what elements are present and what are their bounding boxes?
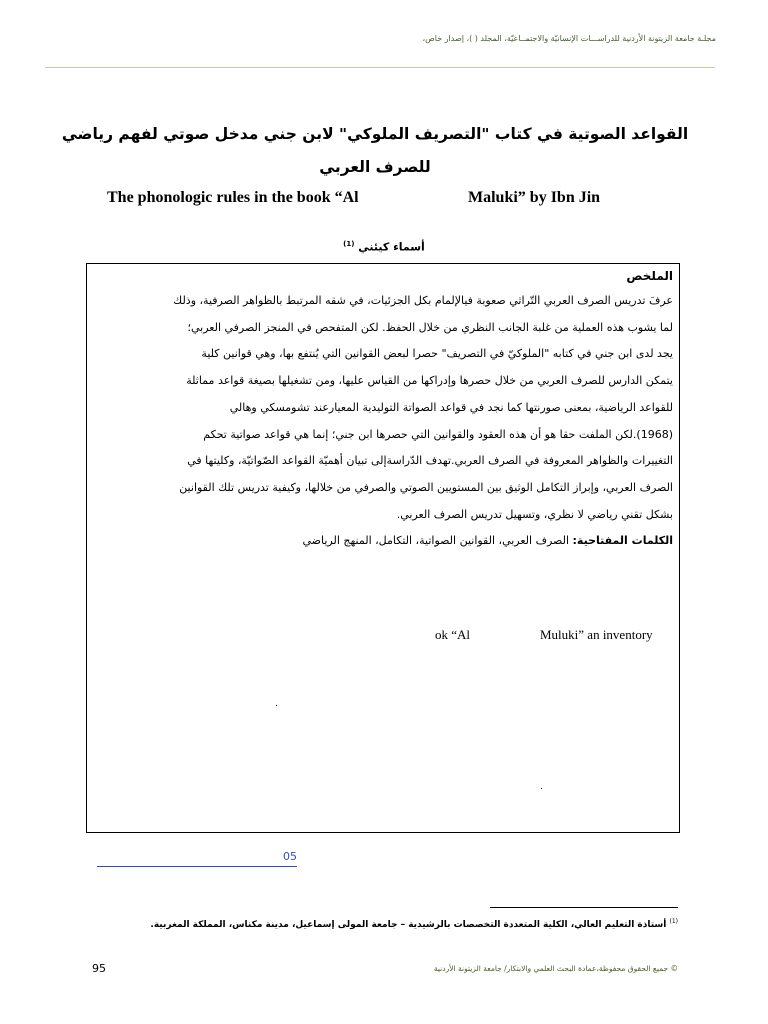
- abstract-line: الصرف العربي، وإبراز التكامل الوثيق بين المستويين الصوتي والصرفي من خلالها، وكيفية تدريس تلك القوانين: [179, 480, 673, 494]
- arabic-title-line-1: القواعد الصوتية في كتاب "التصريف الملوكي" لابن جني مدخل صوتي لفهم رياضي: [61, 125, 689, 143]
- abstract-body: [93, 288, 673, 555]
- keywords-line: [93, 528, 673, 555]
- page-number: 95: [92, 962, 106, 975]
- english-fragment-1: ok “Al: [435, 627, 471, 642]
- abstract-line: عرفَ تدريس الصرف العربي التّراثي صعوبة فيالإلمام بكل الجزئيات، في شقه المرتبط بالظواهر الصرفية، وذلك: [173, 294, 673, 307]
- english-title-part-1: The phonologic rules in the book “Al: [107, 189, 359, 206]
- abstract-line: يجد لدى ابن جني في كتابه "الملوكيّ في التصريف" حصرا لبعض القوانين التي يُنتفع بها، وهي قوانين كلية: [201, 347, 673, 361]
- copyright-footer: © جميع الحقوق محفوظة،عمادة البحث العلمي والابتكار/ جامعة الزيتونة الأردنية: [433, 964, 678, 973]
- footnote-text: أستاذة التعليم العالي، الكلية المتعددة التخصصات بالرشيدية – جامعة المولى إسماعيل، مدينة مكناس، المملكة المغربية.: [150, 920, 667, 930]
- abstract-line: يتمكن الدارس للصرف العربي من خلال حصرها وإدراكها من القياس عليها، ومن تشغيلها بصيغة قواعد مماثلة: [186, 374, 673, 388]
- english-fragment-2: Muluki” an inventory: [540, 627, 653, 642]
- footnote-mark: (1): [669, 918, 678, 925]
- keywords-text: الصرف العربي، القوانين الصواتية، التكامل، المنهج الرياضي: [302, 534, 573, 548]
- author-footnote: [118, 918, 678, 930]
- stray-dot: .: [275, 699, 278, 709]
- date-field-link[interactable]: 05: [97, 850, 297, 867]
- running-header: مجلـة جامعة الزيتونة الأردنية للدراســـات الإنسانيّة والاجتمــاعيّة، المجلد ( )، إصدار خاص،: [422, 34, 716, 43]
- abstract-heading: الملخص: [626, 269, 673, 283]
- english-abstract-fragment: [435, 627, 685, 645]
- header-divider: [45, 67, 715, 68]
- abstract-line: (1968).لكن الملفت حقا هو أن هذه العقود والقوانين التي حصرها ابن جني؛ إنما هي قواعد صواتية تحكم: [203, 427, 673, 441]
- author-name: أسماء كيئني: [358, 240, 425, 254]
- author-footnote-mark: (1): [343, 240, 355, 248]
- abstract-line: لما يشوب هذه العملية من غلبة الجانب النظري من خلال الحفظ. لكن المتفحص في المنجز الصرفي العربي؛: [187, 320, 673, 334]
- arabic-title: [60, 118, 690, 184]
- abstract-box: [86, 263, 680, 833]
- english-title-part-2: Maluki” by Ibn Jin: [468, 189, 601, 206]
- stray-dot: .: [540, 782, 543, 792]
- english-title: [107, 189, 627, 211]
- arabic-title-line-2: للصرف العربي: [319, 158, 431, 176]
- keywords-label: الكلمات المفتاحية:: [572, 534, 673, 548]
- abstract-line: التغييرات والظواهر المعروفة في الصرف العربي.تهدف الدّراسةإلى تبيان أهميّة القواعد الصّواتيّة، وكليتها في: [187, 454, 673, 468]
- footnote-divider: [490, 907, 678, 908]
- abstract-line: بشكل تقني رياضي لا نظري، وتسهيل تدريس الصرف العربي.: [396, 507, 673, 521]
- abstract-line: للقواعد الرياضية، بمعنى صورنتها كما نجد في قواعد الصواتة التوليدية المعيارعند تشومسكي وهالي: [229, 400, 673, 414]
- author-line: [284, 240, 484, 254]
